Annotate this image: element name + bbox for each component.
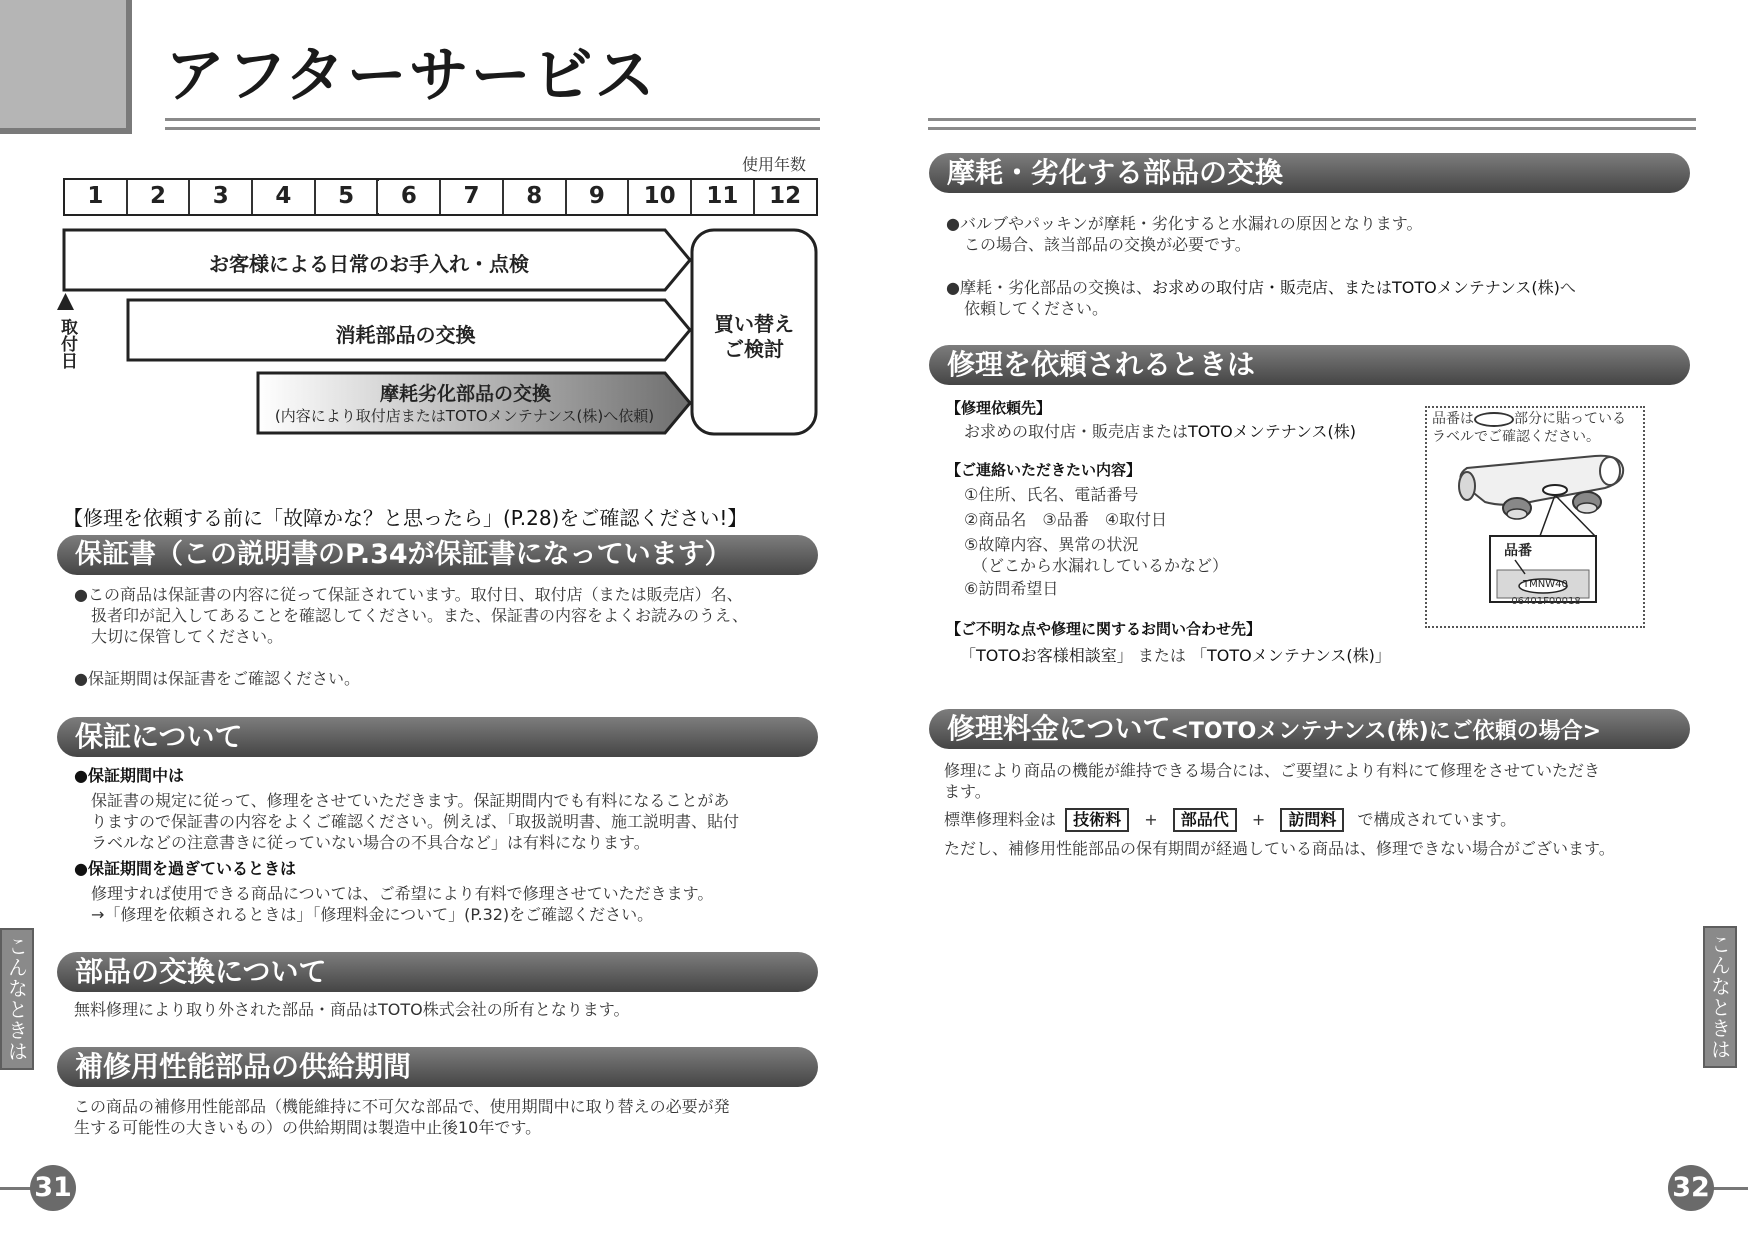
heading-warranty: 保証について <box>57 717 818 757</box>
heading-warranty-doc: 保証書（この説明書のP.34が保証書になっています） <box>57 535 818 575</box>
label-title: 品番 <box>1504 543 1532 559</box>
repair-contact-label: 【ご連絡いただきたい内容】 <box>946 461 1142 479</box>
repair-dest-label: 【修理依頼先】 <box>946 399 1052 417</box>
warranty-sub2: ●保証期間を過ぎているときは <box>74 859 296 878</box>
contact-item-5: ⑥訪問希望日 <box>964 579 1059 598</box>
repair-dest <box>964 421 1356 442</box>
side-tab-right: こんなときは <box>1703 926 1737 1068</box>
year-9: 9 <box>567 180 630 214</box>
year-4: 4 <box>253 180 316 214</box>
plus-2: + <box>1251 810 1266 829</box>
heading-repair-request: 修理を依頼されるときは <box>929 345 1690 385</box>
repair-inquiry-label: 【ご不明な点や修理に関するお問い合わせ先】 <box>946 620 1262 638</box>
start-label: 取付日 <box>57 318 77 369</box>
end-box-line2: ご検討 <box>724 337 784 361</box>
warranty-sub1-l3: ラベルなどの注意書きに従っていない場合の不具合など」は有料になります。 <box>91 833 650 852</box>
contact-item-4: （どこから水漏れしているかなど） <box>972 556 1229 575</box>
warranty-doc-p2: ●保証期間は保証書をご確認ください。 <box>74 669 360 688</box>
repair-inquiry <box>960 645 1391 666</box>
heading-wear-parts: 摩耗・劣化する部品の交換 <box>929 153 1690 193</box>
warranty-sub1-l2: りますので保証書の内容をよくご確認ください。例えば、「取扱説明書、施工説明書、貼付 <box>91 812 740 831</box>
repair-dest-bold: TOTOメンテナンス(株) <box>1188 422 1356 441</box>
row-label-wear: 摩耗劣化部品の交換 <box>379 383 551 405</box>
fee-p1-l2: ます。 <box>944 782 991 801</box>
fee-item-visit: 訪問料 <box>1280 808 1344 832</box>
contact-item-2: ②商品名 ③品番 ④取付日 <box>964 510 1168 529</box>
wear-p1-l2: この場合、該当部品の交換が必要です。 <box>964 235 1251 254</box>
label-location-oval <box>1543 485 1567 495</box>
year-10: 10 <box>629 180 692 214</box>
side-tab-left: こんなときは <box>0 928 34 1070</box>
warranty-sub1: ●保証期間中は <box>74 766 184 785</box>
fee-p1-l1: 修理により商品の機能が維持できる場合には、ご要望により有料にて修理をさせていただき <box>944 761 1601 780</box>
contact-item-3: ⑤故障内容、異常の状況 <box>964 535 1139 554</box>
supply-l1: この商品の補修用性能部品（機能維持に不可欠な部品で、使用期間中に取り替えの必要が発 <box>74 1097 730 1116</box>
page-number-left: 31 <box>30 1165 76 1211</box>
timeline-arrows <box>0 0 830 440</box>
heading-supply: 補修用性能部品の供給期間 <box>57 1047 818 1087</box>
fee-p3: ただし、補修用性能部品の保有期間が経過している商品は、修理できない場合がございます。 <box>944 839 1615 858</box>
year-5: 5 <box>316 180 379 214</box>
wear-p1-l1: ●バルブやパッキンが摩耗・劣化すると水漏れの原因となります。 <box>946 214 1423 233</box>
timeline-axis-label: 使用年数 <box>742 155 807 174</box>
year-1: 1 <box>65 180 128 214</box>
figure-caption-2: ラベルでご確認ください。 <box>1432 429 1600 445</box>
row-sublabel-wear: (内容により取付店またはTOTOメンテナンス(株)へ依頼) <box>274 407 655 425</box>
year-7: 7 <box>441 180 504 214</box>
year-6: 6 <box>379 180 442 214</box>
inquiry-post: 「TOTOメンテナンス(株)」 <box>1190 646 1391 665</box>
fee-item-parts: 部品代 <box>1173 808 1237 832</box>
wear-p2-l1 <box>946 277 1576 298</box>
plus-1: + <box>1144 810 1158 829</box>
parts-exchange-text: 無料修理により取り外された部品・商品はTOTO株式会社の所有となります。 <box>74 1000 630 1019</box>
year-12: 12 <box>755 180 816 214</box>
year-8: 8 <box>504 180 567 214</box>
warranty-doc-p1-l1: ●この商品は保証書の内容に従って保証されています。取付日、取付店（または販売店）名、 <box>74 585 743 604</box>
inquiry-pre: 「TOTOお客様相談室」 <box>960 646 1133 665</box>
inquiry-mid: または <box>1137 646 1186 665</box>
figure-caption-b: 部分に貼っている <box>1514 411 1626 427</box>
supply-l2: 生する可能性の大きいもの）の供給期間は製造中止後10年です。 <box>74 1118 542 1137</box>
formula-post: で構成されています。 <box>1357 810 1517 829</box>
heading-fee <box>929 709 1690 749</box>
figure-caption-1 <box>1432 410 1626 428</box>
wear-p2-l2: 依頼してください。 <box>964 299 1109 318</box>
formula-pre: 標準修理料金は <box>944 810 1057 829</box>
wear-p2-pre: ●摩耗・劣化部品の交換は、 <box>946 278 1152 297</box>
row-label-consumables: 消耗部品の交換 <box>335 323 476 347</box>
row-label-daily: お客様による日常のお手入れ・点検 <box>209 252 529 276</box>
wear-p2-post: へ <box>1559 278 1576 297</box>
figure-caption-a: 品番は <box>1432 411 1474 427</box>
fee-item-tech: 技術料 <box>1065 808 1129 832</box>
heading-parts-exchange: 部品の交換について <box>57 952 818 992</box>
end-box-line1: 買い替え <box>714 312 794 336</box>
page-title: アフターサービス <box>165 41 657 111</box>
warranty-sub2-l2: →「修理を依頼されるときは」「修理料金について」(P.32)をご確認ください。 <box>91 905 654 924</box>
warranty-sub1-l1: 保証書の規定に従って、修理をさせていただきます。保証期間内でも有料になることがあ <box>91 791 730 810</box>
fee-heading-main: 修理料金について <box>947 712 1171 745</box>
year-3: 3 <box>190 180 253 214</box>
caption-oval-icon <box>1474 412 1514 427</box>
label-serial: 06401F00018 <box>1511 596 1581 607</box>
start-triangle <box>57 293 74 310</box>
fee-heading-suffix: <TOTOメンテナンス(株)にご依頼の場合> <box>1170 719 1602 744</box>
contact-item-1: ①住所、氏名、電話番号 <box>964 485 1139 504</box>
year-2: 2 <box>128 180 191 214</box>
wear-p2-bold: お求めの取付店・販売店、またはTOTOメンテナンス(株) <box>1151 278 1560 297</box>
warranty-sub2-l1: 修理すれば使用できる商品については、ご希望により有料で修理させていただきます。 <box>91 884 714 903</box>
fee-formula <box>944 808 1516 832</box>
year-11: 11 <box>692 180 755 214</box>
page-number-right: 32 <box>1668 1165 1714 1211</box>
title-rule-right <box>928 118 1696 130</box>
warranty-doc-p1-l3: 大切に保管してください。 <box>91 627 284 646</box>
notice: 【修理を依頼する前に「故障かな？と思ったら」(P.28)をご確認ください!】 <box>63 506 748 530</box>
repair-dest-pre: お求めの取付店・販売店または <box>964 422 1189 441</box>
page-number-line-right <box>1712 1187 1748 1190</box>
warranty-doc-p1-l2: 扱者印が記入してあることを確認してください。また、保証書の内容をよくお読みのうえ、 <box>91 606 748 625</box>
label-model: TMNW40 <box>1523 579 1568 590</box>
